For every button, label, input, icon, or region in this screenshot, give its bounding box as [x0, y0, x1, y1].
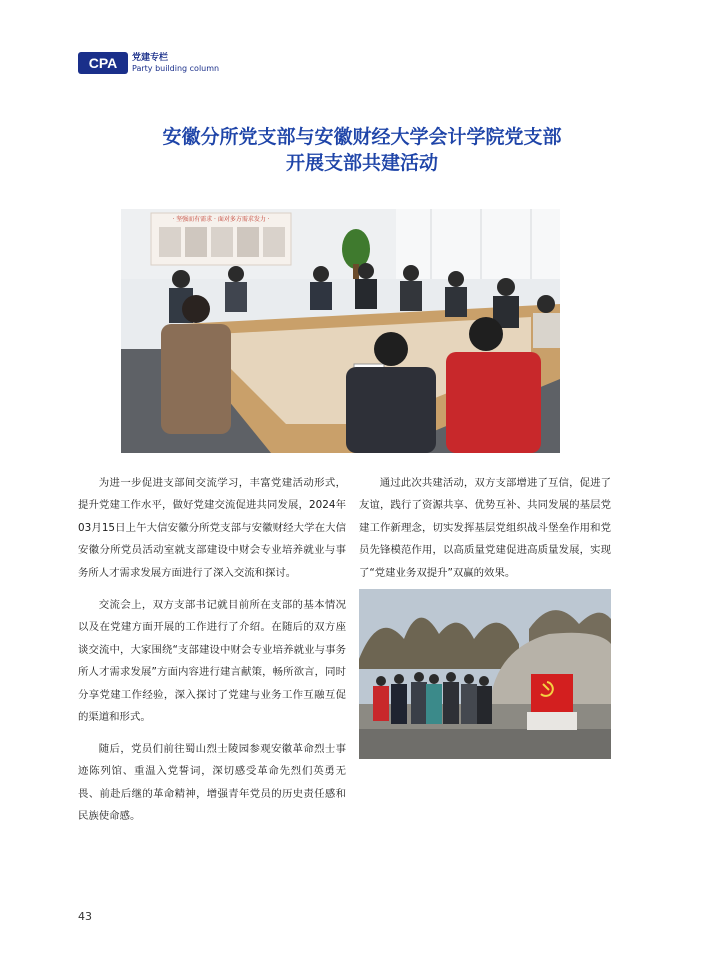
page-number: 43 [78, 910, 92, 923]
article-title-line-1: 安徽分所党支部与安徽财经大学会计学院党支部 [162, 126, 562, 148]
article-title-line-2: 开展支部共建活动 [285, 152, 438, 174]
paragraph-memorial-visit: 随后，党员们前往蜀山烈士陵园参观安徽革命烈士事迹陈列馆、重温入党誓词，深切感受革命先烈们英勇无畏、前赴后继的革命精神，增强青年党员的历史责任感和民族使命感。 [78, 743, 346, 823]
paragraph-conclusion: 通过此次共建活动，双方支部增进了互信，促进了友谊，践行了资源共享、优势互补、共同发展的基层党建工作新理念，切实发挥基层党组织战斗堡垒作用和党员先锋模范作用，以高质量党建促进高质量发展，实现了“党建业务双提升”双赢的效果。 [359, 477, 611, 579]
memorial-photo [359, 589, 611, 759]
cpa-logo [78, 52, 128, 74]
paragraph-meeting: 交流会上，双方支部书记就目前所在支部的基本情况以及在党建方面开展的工作进行了介绍。在随后的双方座谈交流中，大家围绕“支部建设中财会专业培养就业与事务所人才需求发展”方面内容进行建言献策，畅所欲言，同时分享党建工作经验，深入探讨了党建与业务工作互融互促的渠道和形式。 [78, 599, 346, 724]
meeting-photo [121, 209, 560, 453]
column-title-en: Party building column [132, 64, 220, 73]
column-title-cn: 党建专栏 [132, 53, 169, 63]
column-label [132, 53, 219, 74]
banner-text: · 坚强而有需求 · 面对多方需求发力 · [172, 216, 270, 223]
svg-text:CPA: CPA [88, 55, 118, 71]
paragraph-intro: 为进一步促进支部间交流学习，丰富党建活动形式，提升党建工作水平，做好党建交流促进共同发展，2024年03月15日上午大信安徽分所党支部与安徽财经大学在大信安徽分所党员活动室就支部建设中财会专业培养就业与事务所人才需求发展方面进行了深入交流和探讨。 [78, 477, 346, 579]
article-title [0, 124, 724, 176]
